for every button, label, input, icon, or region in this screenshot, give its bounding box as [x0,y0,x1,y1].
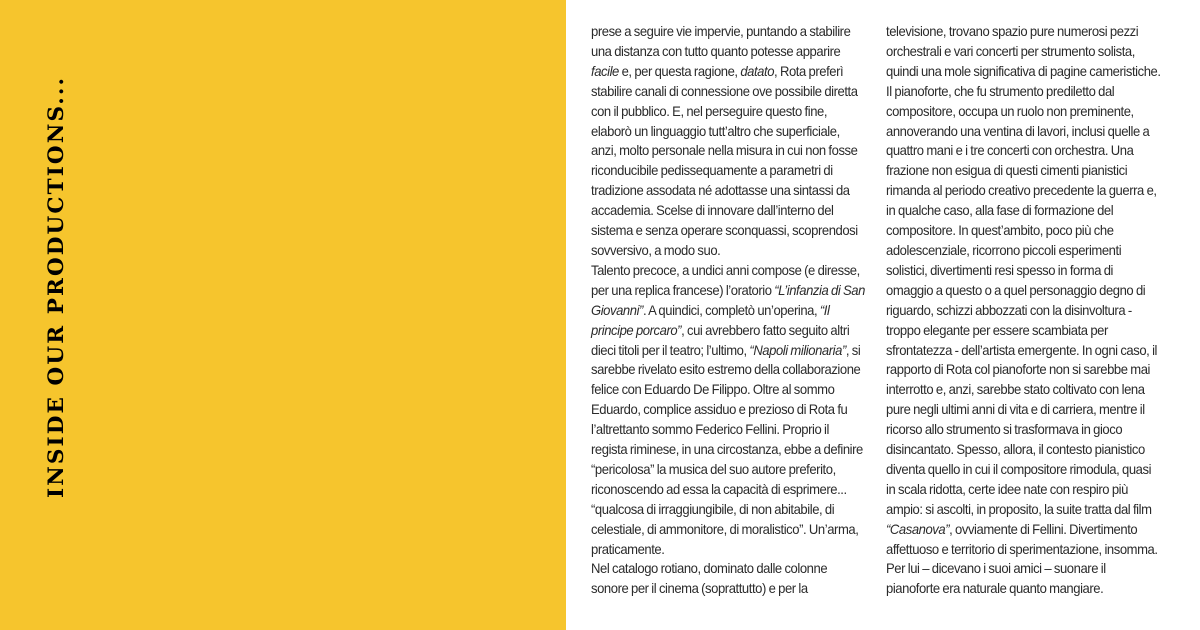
body-text: sarebbe rivelato esito estremo della collaborazione [591,362,861,378]
body-text: sistema e senza operare sconquassi, scoprendosi [591,223,858,239]
body-text: televisione, trovano spazio pure numerosi pezzi [886,24,1139,39]
text-line [591,579,862,599]
text-line [591,480,862,500]
body-text: Per lui – dicevano i suoi amici – suonare il [886,561,1106,577]
text-line [886,221,1174,241]
body-text: sovversivo, a modo suo. [591,242,721,258]
text-line [591,161,862,181]
body-text: ricorso allo strumento si trasformava in gioco [886,422,1123,438]
body-text: stabilire canali di connessione ove possibile diretta [591,83,858,99]
italic-title-text: “L’infanzia di San [774,282,865,298]
text-line [591,22,862,42]
body-text: interrotto e, anzi, sarebbe stato coltivato con lena [886,382,1145,398]
text-line [591,460,862,480]
italic-title-text: Giovanni” [591,302,643,318]
text-line [886,42,1174,62]
body-text: Il pianoforte, che fu strumento prediletto dal [886,83,1115,99]
text-line [591,181,862,201]
text-line [591,420,862,440]
body-text: riconoscendo ad essa la capacità di esprimere... [591,481,847,497]
body-text: dieci titoli per il teatro; l’ultimo, [591,342,750,358]
body-text: . A quindici, completò un’operina, [642,302,820,318]
text-line [591,221,862,241]
text-column-right [886,22,1174,599]
body-text: riconducibile pedissequamente a parametri di [591,163,833,179]
italic-title-text: datato [740,63,775,79]
text-line [591,301,862,321]
text-line [591,360,862,380]
body-text: affettuoso e territorio di sperimentazione, insomma. [886,541,1158,557]
text-line [591,440,862,460]
text-line [886,301,1174,321]
text-line [591,559,862,579]
text-line [886,22,1174,42]
body-text: compositore, occupa un ruolo non preminente, [886,103,1134,119]
side-title: INSIDE OUR PRODUCTIONS... [44,75,69,498]
text-line [886,420,1174,440]
body-text: una distanza con tutto quanto potesse apparire [591,43,841,59]
text-line [886,559,1174,579]
text-line [886,141,1174,161]
text-line [886,181,1174,201]
text-line [591,380,862,400]
body-text: “qualcosa di irraggiungibile, di non abitabile, di [591,501,835,517]
text-line [591,141,862,161]
italic-title-text: principe porcaro” [591,322,682,338]
text-column-left [591,22,865,599]
text-line [886,520,1174,540]
body-text: felice con Eduardo De Filippo. Oltre al sommo [591,382,835,398]
body-text: praticamente. [591,541,665,557]
body-text: prese a seguire vie impervie, puntando a stabilire [591,24,851,39]
text-line [886,579,1174,599]
body-text: riguardo, schizzi abbozzati con la disinvoltura - [886,302,1132,318]
body-text: celestiale, di ammonitore, di moralistico”. Un’arma, [591,521,859,537]
text-line [591,500,862,520]
body-text: Eduardo, complice assiduo e prezioso di Rota fu [591,402,848,418]
text-line [886,161,1174,181]
text-line [886,500,1174,520]
body-text: tradizione assodata né adottasse una sintassi da [591,183,850,199]
text-line [591,341,862,361]
text-line [886,380,1174,400]
body-text: e, per questa ragione, [618,63,741,79]
text-line [591,540,862,560]
body-text: annoverando una ventina di lavori, inclusi quelle a [886,123,1150,139]
text-line [591,261,862,281]
body-text: in qualche caso, alla fase di formazione del [886,203,1114,219]
body-text: omaggio a questo o a quel personaggio degno di [886,282,1146,298]
text-line [591,400,862,420]
body-text: sfrontatezza - dell’artista emergente. In ogni caso, il [886,342,1158,358]
text-line [886,400,1174,420]
italic-title-text: facile [591,63,619,79]
body-text: solistici, divertimenti resi spesso in forma di [886,262,1114,278]
side-panel [0,0,566,630]
text-line [886,341,1174,361]
body-text: accademia. Scelse di innovare dall’interno del [591,203,834,219]
text-line [886,241,1174,261]
body-text: elaborò un linguaggio tutt’altro che superficiale, [591,123,840,139]
text-line [591,321,862,341]
body-text: Talento precoce, a undici anni compose (e diresse, [591,262,860,278]
body-text: pure negli ultimi anni di vita e di carriera, mentre il [886,402,1145,418]
text-line [886,201,1174,221]
text-line [886,82,1174,102]
body-text: anzi, molto personale nella misura in cui non fosse [591,143,858,159]
body-text: l’altrettanto sommo Federico Fellini. Proprio il [591,422,829,438]
text-line [886,360,1174,380]
italic-title-text: “Casanova” [886,521,950,537]
body-text: regista riminese, in una circostanza, ebbe a definire [591,442,863,458]
text-line [886,460,1174,480]
body-text: rimanda al periodo creativo precedente la guerra e, [886,183,1157,199]
text-line [886,122,1174,142]
text-line [591,62,862,82]
text-line [886,62,1174,82]
body-text: compositore. In quest’ambito, poco più che [886,223,1114,239]
body-text: Nel catalogo rotiano, dominato dalle colonne [591,561,828,577]
text-line [886,540,1174,560]
text-line [591,82,862,102]
text-line [591,102,862,122]
body-text: quindi una mole significativa di pagine cameristiche. [886,63,1161,79]
text-line [886,281,1174,301]
body-text: , ovviamente di Fellini. Divertimento [949,521,1138,537]
body-text: quattro mani e i tre concerti con orchestra. Una [886,143,1134,159]
body-text: pianoforte era naturale quanto mangiare. [886,581,1104,597]
text-line [886,261,1174,281]
text-line [591,520,862,540]
text-line [591,281,865,301]
body-text: rapporto di Rota col pianoforte non si sarebbe mai [886,362,1151,378]
body-text: , Rota preferì [774,63,844,79]
text-line [591,201,862,221]
body-text: sonore per il cinema (soprattutto) e per la [591,581,808,597]
body-text: diventa quello in cui il compositore rimodula, quasi [886,461,1152,477]
text-line [591,241,862,261]
body-text: , cui avrebbero fatto seguito altri [681,322,850,338]
body-text: , si [845,342,861,358]
text-line [591,42,862,62]
italic-title-text: “Napoli milionaria” [749,342,846,358]
body-text: ampio: si ascolti, in proposito, la suite tratta dal film [886,501,1152,517]
body-text: disincantato. Spesso, allora, il contesto pianistico [886,442,1145,458]
text-line [886,102,1174,122]
text-line [886,440,1174,460]
body-text: frazione non esigua di questi cimenti pianistici [886,163,1128,179]
body-text: troppo elegante per essere scambiata per [886,322,1108,338]
body-text: orchestrali e vari concerti per strumento solista, [886,43,1135,59]
text-line [886,321,1174,341]
body-text: “pericolosa” la musica del suo autore preferito, [591,461,836,477]
body-text: adolescenziale, ricorrono piccoli esperimenti [886,242,1122,258]
body-text: con il pubblico. E, nel perseguire questo fine, [591,103,828,119]
italic-title-text: “Il [819,302,830,318]
body-text: per una replica francese) l’oratorio [591,282,775,298]
text-line [591,122,862,142]
body-text: in scala ridotta, certe idee nate con respiro più [886,481,1128,497]
text-line [886,480,1174,500]
